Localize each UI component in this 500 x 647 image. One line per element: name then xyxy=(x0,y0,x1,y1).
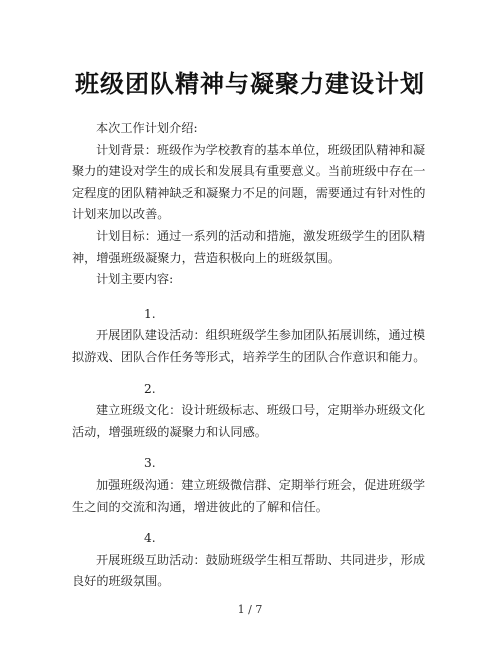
document-body xyxy=(72,118,428,593)
list-item: 开展团队建设活动：组织班级学生参加团队拓展训练，通过模拟游戏、团队合作任务等形式，培养学生的团队合作意识和能力。 xyxy=(72,328,426,364)
item-number: 2. xyxy=(144,381,156,396)
item-number: 4. xyxy=(144,531,156,546)
list-item: 建立班级文化：设计班级标志、班级口号，定期举办班级文化活动，增强班级的凝聚力和认同感。 xyxy=(72,403,426,439)
document-title: 班级团队精神与凝聚力建设计划 xyxy=(75,69,425,98)
goal-paragraph: 计划目标：通过一系列的活动和措施，激发班级学生的团队精神，增强班级凝聚力，营造积极向上的班级氛围。 xyxy=(72,228,426,265)
background-paragraph: 计划背景：班级作为学校教育的基本单位，班级团队精神和凝聚力的建设对学生的成长和发展具有重要意义。当前班级中存在一定程度的团队精神缺乏和凝聚力不足的问题，需要通过有针对性的计划来加以改善。 xyxy=(72,142,426,222)
page-indicator: 1 / 7 xyxy=(237,603,263,616)
list-item: 加强班级沟通：建立班级微信群、定期举行班会，促进班级学生之间的交流和沟通，增进彼此的了解和信任。 xyxy=(72,477,426,514)
content-label: 计划主要内容: xyxy=(96,272,174,287)
item-number: 3. xyxy=(144,456,156,471)
intro-label: 本次工作计划介绍: xyxy=(96,121,198,135)
list-item: 开展班级互助活动：鼓励班级学生相互帮助、共同进步，形成良好的班级氛围。 xyxy=(72,552,426,589)
item-number: 1. xyxy=(144,306,156,321)
